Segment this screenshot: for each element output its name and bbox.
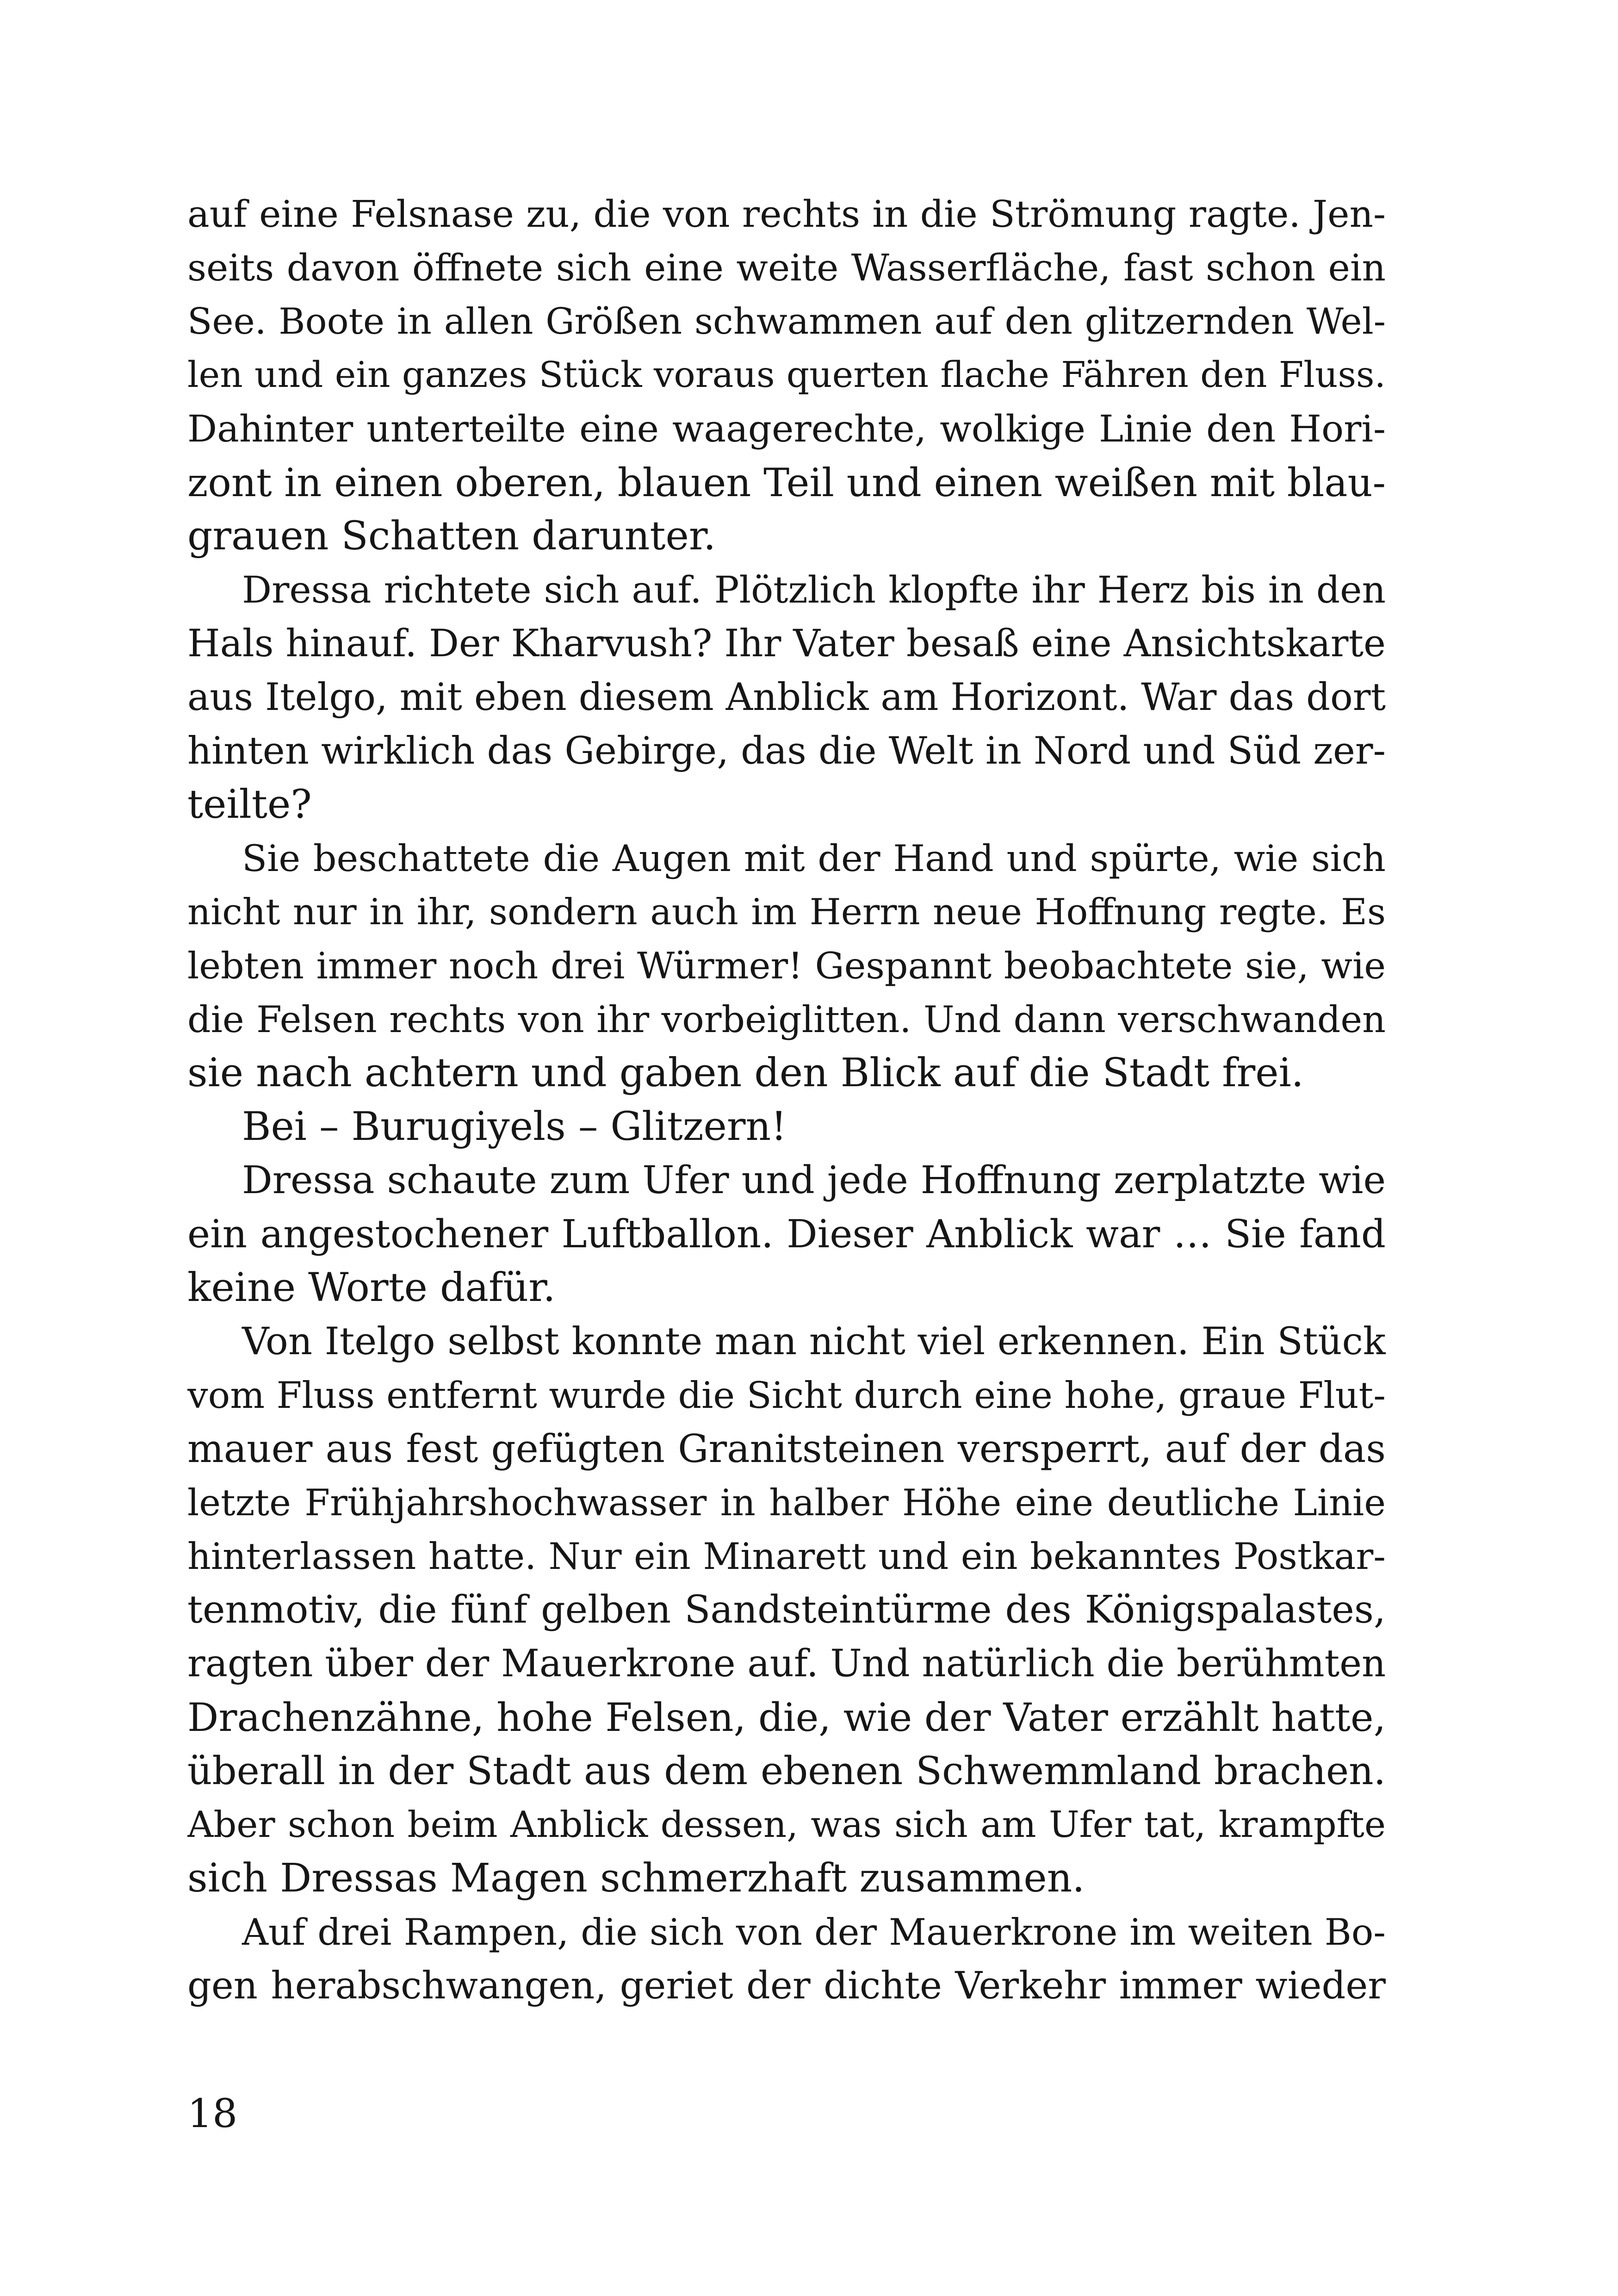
text-line: hinten wirklich das Gebirge, das die Welt in Nord und Süd zer- [187,729,1386,773]
text-line: grauen Schatten darunter. [187,513,716,559]
text-line: nicht nur in ihr, sondern auch im Herrn neue Hoffnung regte. Es [187,891,1386,933]
text-line: zont in einen oberen, blauen Teil und einen weißen mit blau- [187,460,1386,505]
text-line: teilte? [187,782,312,828]
text-line: Hals hinauf. Der Kharvush? Ihr Vater besaß eine Ansichtskarte [187,622,1386,666]
text-line: aus Itelgo, mit eben diesem Anblick am Horizont. War das dort [187,676,1386,719]
text-line: letzte Frühjahrshochwasser in halber Höhe eine deutliche Linie [187,1481,1386,1524]
text-line: lebten immer noch drei Würmer! Gespannt beobachtete sie, wie [187,945,1386,987]
text-line: die Felsen rechts von ihr vorbeiglitten. Und dann verschwanden [187,998,1386,1041]
page-number: 18 [187,2091,238,2137]
text-line: Bei – Burugiyels – Glitzern! [242,1104,787,1150]
text-line: tenmotiv, die fünf gelben Sandsteintürme des Königspalastes, [187,1588,1386,1632]
text-line: Dahinter unterteilte eine waagerechte, wolkige Linie den Hori- [187,407,1386,450]
text-line: len und ein ganzes Stück voraus querten flache Fähren den Fluss. [187,355,1386,396]
text-line: Drachenzähne, hohe Felsen, die, wie der Vater erzählt hatte, [187,1695,1386,1740]
text-line: sich Dressas Magen schmerzhaft zusammen. [187,1855,1085,1901]
text-line: ein angestochener Luftballon. Dieser Anblick war … Sie fand [187,1212,1386,1257]
text-line: vom Fluss entfernt wurde die Sicht durch eine hohe, graue Flut- [187,1374,1386,1417]
text-line: See. Boote in allen Größen schwammen auf den glitzernden Wel- [187,301,1386,342]
text-line: Aber schon beim Anblick dessen, was sich am Ufer tat, krampfte [187,1804,1386,1846]
text-line: Dressa richtete sich auf. Plötzlich klopfte ihr Herz bis in den [242,568,1386,611]
text-line: sie nach achtern und gaben den Blick auf die Stadt frei. [187,1050,1304,1096]
text-line: mauer aus fest gefügten Granitsteinen versperrt, auf der das [187,1426,1386,1471]
text-line: keine Worte dafür. [187,1265,556,1311]
text-line: Auf drei Rampen, die sich von der Mauerkrone im weiten Bo- [242,1911,1386,1954]
text-line: überall in der Stadt aus dem ebenen Schwemmland brachen. [187,1748,1386,1793]
text-line: Von Itelgo selbst konnte man nicht viel erkennen. Ein Stück [242,1320,1386,1363]
text-line: gen herabschwangen, geriet der dichte Verkehr immer wieder [187,1964,1386,2008]
text-line: seits davon öffnete sich eine weite Wasserfläche, fast schon ein [187,246,1386,289]
text-line: Dressa schaute zum Ufer und jede Hoffnung zerplatzte wie [242,1158,1386,1202]
text-line: ragten über der Mauerkrone auf. Und natürlich die berühmten [187,1642,1386,1686]
body-text [187,187,1386,2013]
text-line: hinterlassen hatte. Nur ein Minarett und ein bekanntes Postkar- [187,1535,1386,1578]
text-line: auf eine Felsnase zu, die von rechts in die Strömung ragte. Jen- [187,193,1386,236]
text-line: Sie beschattete die Augen mit der Hand und spürte, wie sich [242,837,1386,880]
